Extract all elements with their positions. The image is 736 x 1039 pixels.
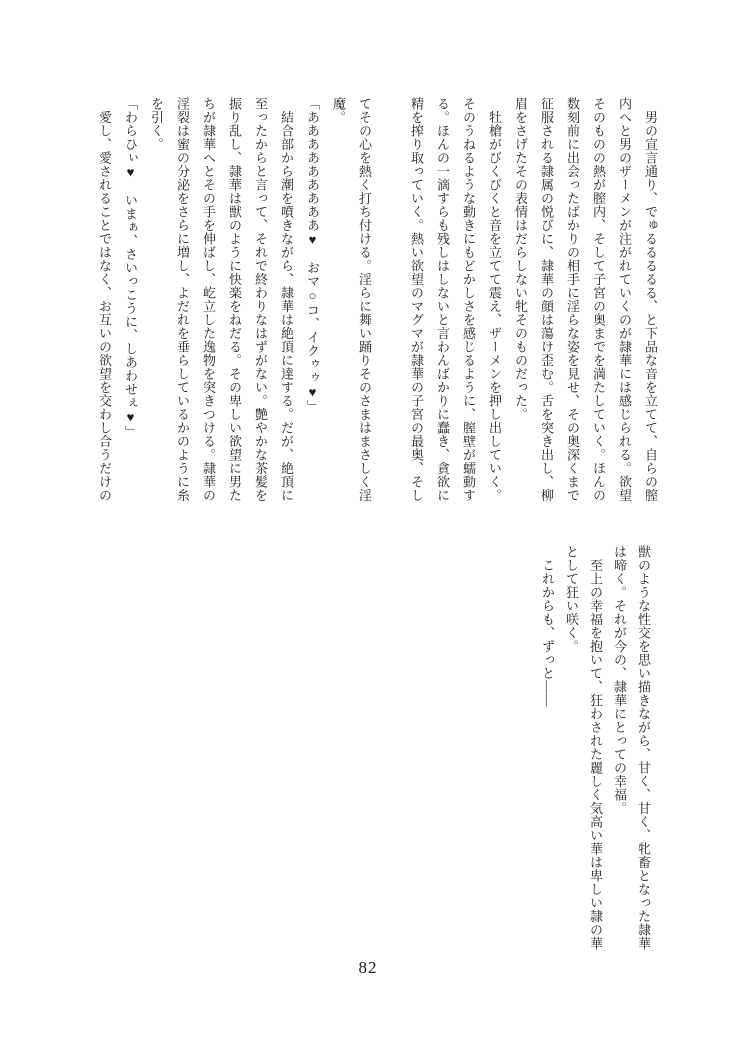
text-column: 獣のような性交を思い描きながら、甘く、甘く、牝畜となった隷華 — [636, 545, 651, 950]
text-column: これからも、ずっと―― — [540, 545, 555, 707]
text-column: 愛し、愛されることではなく、お互いの欲望を交わし合うだけの — [97, 97, 112, 502]
text-column: そのものの熱が膣内、そして子宮の奥までを満たしていく。ほんの — [591, 97, 606, 502]
page-number: 82 — [358, 958, 378, 977]
text-column: として狂い咲く。 — [564, 545, 579, 653]
lower-text-block — [535, 545, 655, 951]
text-column: 振り乱し、隷華は獣のように快楽をねだる。その卑しい欲望に男た — [227, 97, 242, 502]
text-column: ちが隷華へとその手を伸ばし、屹立した逸物を突きつける。隷華の — [201, 97, 216, 502]
text-column: そのうねるような動きにもどかしさを感じるように、膣壁が蠕動す — [461, 97, 476, 502]
text-column: 結合部から潮を噴きながら、隷華は絶頂に達する。だが、絶頂に — [279, 97, 294, 502]
text-column: 「わらひぃ♥ いまぁ、さいっこうに、しあわせぇ♥」 — [123, 97, 138, 439]
text-column: 内へと男のザーメンが注がれていくのが隷華には感じられる。欲望 — [617, 97, 632, 502]
text-column: 牡槍がびくびくと音を立てて震え、ザーメンを押し出していく。 — [487, 97, 502, 502]
blank-column — [377, 97, 403, 503]
text-column: 至上の幸福を抱いて、狂わされた麗しく気高い華は卑しい隷の華 — [588, 545, 603, 950]
text-column: る。ほんの一滴すらも残しはしないと言わんばかりに蠢き、貪欲に — [435, 97, 450, 502]
text-column: は啼く。それが今の、隷華にとっての幸福。 — [612, 545, 627, 815]
text-column: 数刻前に出会ったばかりの相手に淫らな姿を見せ、その奥深くまで — [565, 97, 580, 502]
text-column: 征服される隷属の悦びに、隷華の顔は蕩け歪む。舌を突き出し、柳 — [539, 97, 554, 502]
text-column: を引く。 — [149, 97, 164, 151]
upper-text-block — [91, 97, 663, 503]
text-column: 淫裂は蜜の分泌をさらに増し、よだれを垂らしているかのように糸 — [175, 97, 190, 502]
text-column: てその心を熱く打ち付ける。淫らに舞い踊りそのさまはまさしく淫 — [357, 97, 372, 502]
text-column: 魔。 — [331, 97, 346, 124]
text-column: 精を搾り取っていく。熱い欲望のマグマが隷華の子宮の最奥、そし — [409, 97, 424, 502]
text-column: 男の宣言通り、でゅるるるるる、と下品な音を立てて、自らの膣 — [643, 97, 658, 502]
text-column: 至ったからと言って、それで終わりなはずがない。艶やかな茶髪を — [253, 97, 268, 502]
text-column: 「あああああああああ♥ おマ○コ、イクゥゥ♥」 — [305, 97, 320, 414]
text-column: 眉をさげたその表情はだらしない牝そのものだった。 — [513, 97, 528, 421]
